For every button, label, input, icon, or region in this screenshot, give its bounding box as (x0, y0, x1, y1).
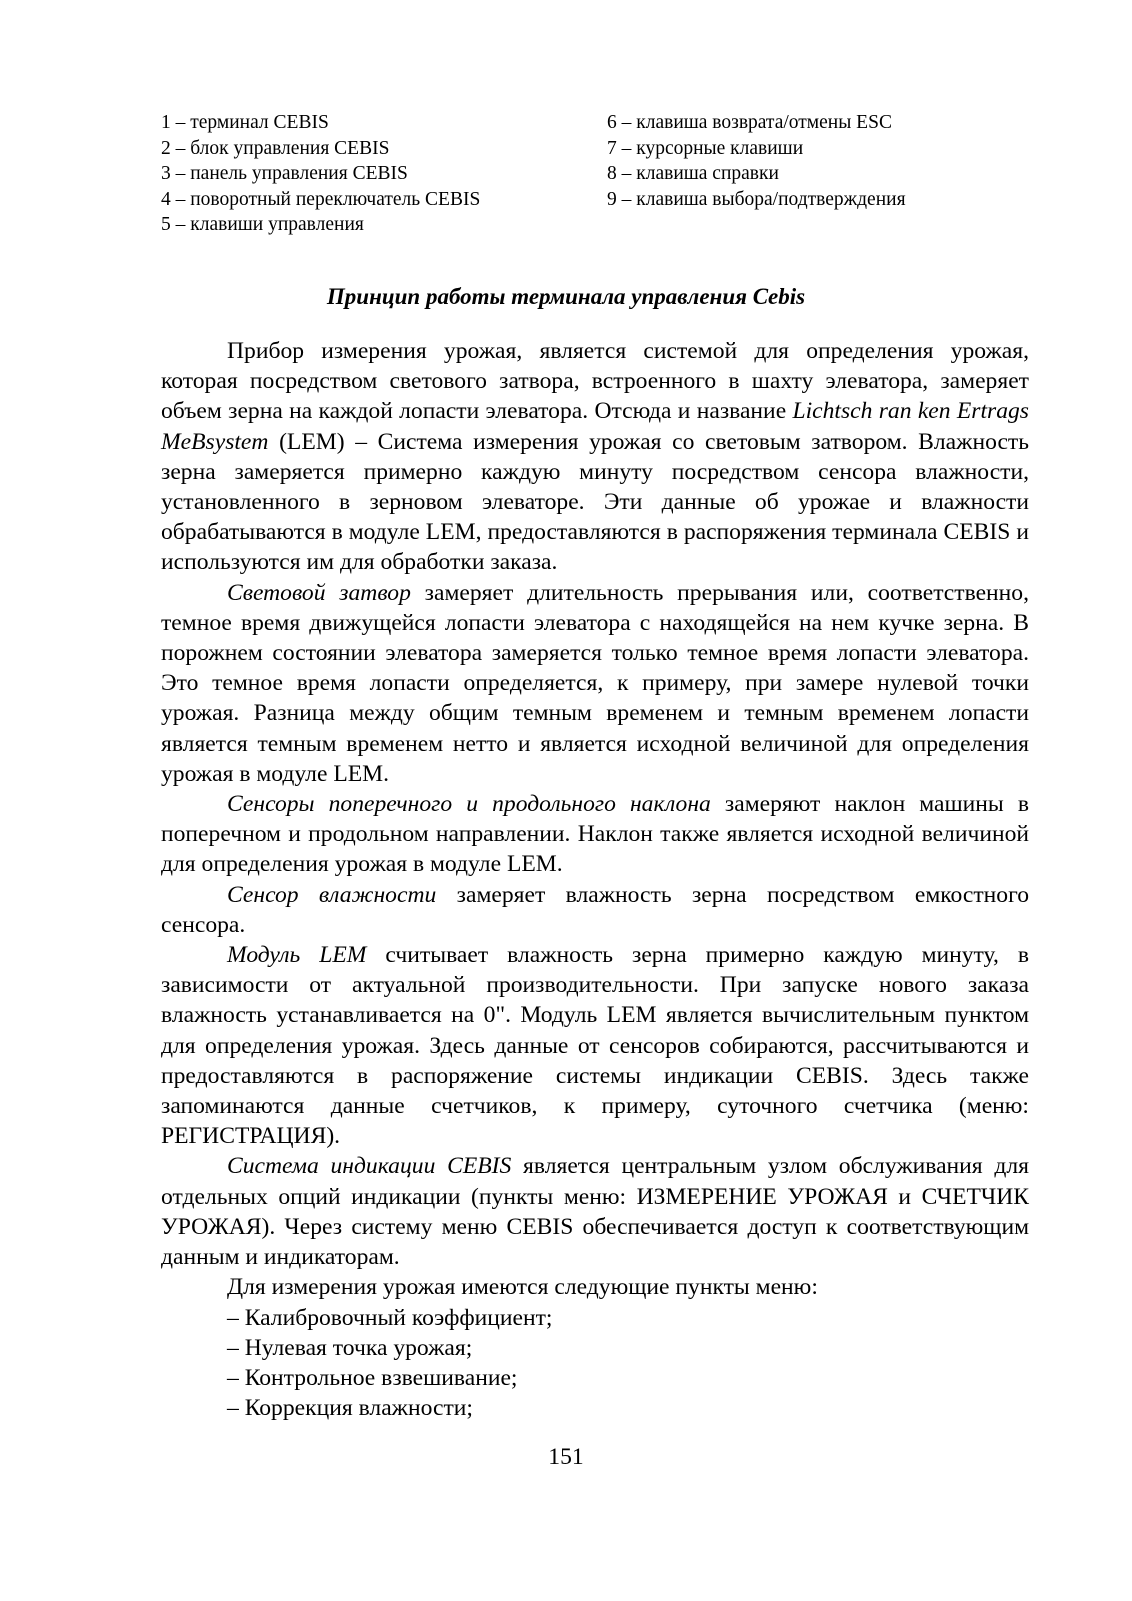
figure-legend-right (607, 110, 906, 212)
paragraph-text: считывает влажность зерна примерно каждую минуту, в зависимости от актуальной производительности. При запуске нового заказа влажность устанавливается на 0". Модуль LEM является вычислительным пунктом для определения урожая. Здесь данные от сенсоров собираются, рассчитываются и предоставляются в распоряжение системы индикации CEBIS. Здесь также запоминаются данные счетчиков, к примеру, суточного счетчика (меню: РЕГИСТРАЦИЯ). (161, 942, 1029, 1150)
list-item: – Контрольное взвешивание; (227, 1364, 518, 1391)
term-cebis-display: Система индикации CEBIS (227, 1153, 512, 1180)
paragraph-moisture-sensor (161, 880, 1029, 940)
paragraph-lem-module (161, 940, 1029, 1151)
paragraph-text: Прибор измерения урожая, является системой для определения урожая, которая посредством светового затвора, встроенного в шахту элеватора, замеряет объем зерна на каждой лопасти элеватора. Отсюда и название (161, 338, 1029, 425)
legend-item: 5 – клавиши управления (161, 214, 364, 236)
term-moisture-sensor: Сенсор влажности (227, 881, 437, 908)
legend-item: 8 – клавиша справки (607, 163, 779, 185)
legend-item: 9 – клавиша выбора/подтверждения (607, 188, 906, 210)
term-lem-module: Модуль LEM (227, 942, 367, 969)
paragraph-cebis-display (161, 1151, 1029, 1272)
paragraph-light-barrier (161, 578, 1029, 789)
paragraph-tilt-sensors (161, 789, 1029, 880)
term-light-barrier: Световой затвор (227, 579, 411, 606)
legend-item: 2 – блок управления CEBIS (161, 137, 390, 159)
figure-legend-left (161, 110, 480, 238)
term-tilt-sensors: Сенсоры поперечного и продольного наклона (227, 791, 711, 818)
paragraph-menu-intro: Для измерения урожая имеются следующие пункты меню: (227, 1274, 818, 1301)
list-item: – Коррекция влажности; (227, 1395, 473, 1422)
body-text (161, 336, 1029, 1423)
legend-item: 7 – курсорные клавиши (607, 137, 804, 159)
paragraph-text: замеряет длительность прерывания или, соответственно, темное время движущейся лопасти элеватора с находящейся на нем кучке зерна. В порожнем состоянии элеватора замеряется только темное время лопасти элеватора. Это темное время лопасти определяется, к примеру, при замере нулевой точки урожая. Разница между общим темным временем и темным временем лопасти является темным временем нетто и является исходной величиной для определения урожая в модуле LEM. (161, 579, 1029, 787)
list-item: – Калибровочный коэффициент; (227, 1304, 553, 1331)
paragraph-lem-intro (161, 336, 1029, 578)
term-lem-name: Lichtsch ran ken Ertrags MeBsystem (161, 398, 1029, 455)
legend-item: 4 – поворотный переключатель CEBIS (161, 188, 481, 210)
paragraph-text: (LEM) – Система измерения урожая со световым затвором. Влажность зерна замеряется примерно каждую минуту посредством сенсора влажности, установленного в зерновом элеваторе. Эти данные об урожае и влажности обрабатываются в модуле LEM, предоставляются в распоряжения терминала CEBIS и используются им для обработки заказа. (161, 428, 1029, 576)
page-number: 151 (548, 1444, 584, 1470)
paragraph-text: является центральным узлом обслуживания для отдельных опций индикации (пункты меню: ИЗМЕРЕНИЕ УРОЖАЯ и СЧЕТЧИК УРОЖАЯ). Через систему меню CEBIS обеспечивается доступ к соответствующим данным и индикаторам. (161, 1153, 1029, 1271)
paragraph-text: замеряют наклон машины в поперечном и продольном направлении. Наклон также является исходной величиной для определения урожая в модуле LEM. (161, 791, 1029, 878)
legend-item: 6 – клавиша возврата/отмены ESC (607, 112, 892, 133)
paragraph-text: замеряет влажность зерна посредством емкостного сенсора. (161, 881, 1029, 938)
section-heading: Принцип работы терминала управления Cebis (326, 284, 806, 309)
list-item: – Нулевая точка урожая; (227, 1334, 473, 1361)
legend-item: 3 – панель управления CEBIS (161, 163, 408, 185)
legend-item: 1 – терминал CEBIS (161, 112, 329, 133)
